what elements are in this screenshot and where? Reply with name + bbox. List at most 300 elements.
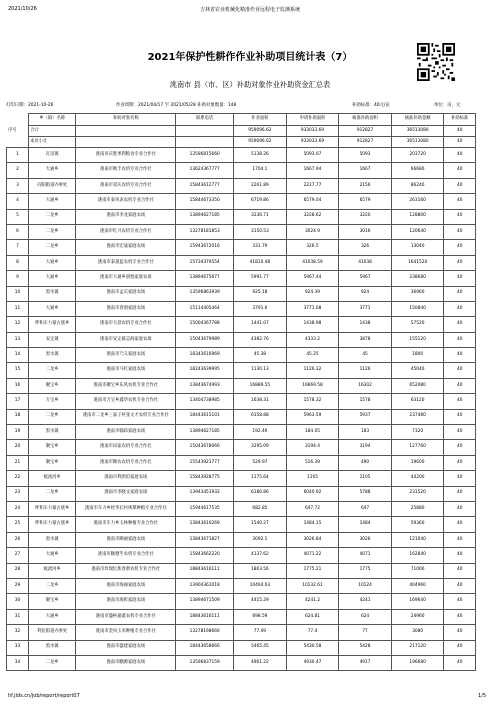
row-amount-cell: 162840 [391,548,444,563]
row-std-cell: 40 [444,563,476,578]
row-amount-cell: 3080 [391,625,444,640]
row-approved-cell: 183 [339,425,392,440]
report-title: 2021年保护性耕作作业补助项目统计表（7） [147,52,353,63]
row-town-cell: 大通乡 [29,194,76,209]
row-town-cell: 万宝乡 [29,394,76,409]
row-phone-cell: 18843616111 [176,609,234,624]
row-name-cell: 洮南市玫瑞忆新春新农机专业合作社 [76,563,176,578]
row-phone-cell: 18343616969 [176,348,234,363]
row-area-cell: 192.49 [234,425,287,440]
row-no-cell: 9 [7,271,29,286]
row-amount-cell: 150840 [391,301,444,316]
row-approved-cell: 490 [339,455,392,470]
print-date: 打印日期：2021-10-26 [6,103,54,108]
summary-std: 40 [444,126,476,137]
row-std-cell: 40 [444,148,476,163]
row-apply-cell: 5093.07 [286,148,339,163]
table-row [7,409,476,424]
row-std-cell: 40 [444,286,476,301]
row-area-cell: 1638.31 [234,394,287,409]
row-apply-cell: 3024.9 [286,224,339,239]
row-std-cell: 40 [444,332,476,347]
row-area-cell: 6158.88 [234,409,287,424]
row-name-cell: 洮南市利鸿伯家庭农场 [76,471,176,486]
row-town-cell: 呼和车力蒙古族乡 [29,317,76,332]
row-no-cell: 27 [7,548,29,563]
col-header-name: 补助对象名称 [76,114,176,126]
row-phone-cell: 18443615101 [176,409,234,424]
row-approved-cell: 4917 [339,655,392,670]
row-area-cell: 45.38 [234,348,287,363]
row-no-cell: 21 [7,455,29,470]
row-area-cell: 6180.86 [234,486,287,501]
row-approved-cell: 1126 [339,363,392,378]
footer-url: hf.jlds.cn/job/report/report07 [8,693,80,699]
table-row [7,517,476,532]
row-name-cell: 洮南市勋丰农机专业合作社 [76,163,176,178]
row-std-cell: 40 [444,578,476,593]
row-town-cell: 黑水镇 [29,640,76,655]
row-name-cell: 洮南市红兴农机专业合作社 [76,224,176,239]
row-no-cell: 22 [7,471,29,486]
row-town-cell: 二龙乡 [29,224,76,239]
row-phone-cell: 13596837159 [176,655,234,670]
row-approved-cell: 3026 [339,532,392,547]
row-apply-cell: 3026.84 [286,532,339,547]
summary-approved: 912827 [339,126,392,137]
row-name-cell: 洮南市泰风表农机专业合作社 [76,194,176,209]
row-name-cell: 洮南市万宝乡鑫华农机专业合作社 [76,394,176,409]
row-apply-cell: 4071.22 [286,548,339,563]
row-no-cell: 32 [7,625,29,640]
row-amount-cell: 196680 [391,655,444,670]
row-town-cell: 聚宝乡 [29,594,76,609]
row-town-cell: 二龙乡 [29,578,76,593]
row-town-cell: 黑水镇 [29,425,76,440]
table-row [7,286,476,301]
row-std-cell: 40 [444,440,476,455]
row-name-cell: 洮南市春朋家庭农场 [76,301,176,316]
row-amount-cell: 128800 [391,209,444,224]
row-name-cell: 洮南市聚宝乡东风农机专业合作社 [76,378,176,393]
row-std-cell: 40 [444,255,476,270]
table-row [7,548,476,563]
row-apply-cell: 5430.58 [286,640,339,655]
row-amount-cell: 7320 [391,425,444,440]
row-area-cell: 529.97 [234,455,287,470]
row-approved-cell: 2156 [339,178,392,193]
row-std-cell: 40 [444,655,476,670]
row-area-cell: 331.79 [234,240,287,255]
table-row [7,625,476,640]
row-approved-cell: 45 [339,348,392,363]
col-header-phone: 联系电话 [176,114,234,126]
row-town-cell: 二龙乡 [29,209,76,224]
row-no-cell: 12 [7,317,29,332]
serial-header: 序号 [8,128,17,133]
table-row [7,224,476,239]
row-name-cell: 洮南市宏晟家庭农场 [76,240,176,255]
row-town-cell: 黑水镇 [29,532,76,547]
summary-empty-cell [176,137,234,148]
col-header-apply: 申请补助面积 [286,114,339,126]
row-no-cell: 4 [7,194,29,209]
row-name-cell: 洮南市车力乡玉林种植专业合作社 [76,517,176,532]
row-phone-cell: 15943672016 [176,240,234,255]
row-area-cell: 3092.1 [234,532,287,547]
row-std-cell: 40 [444,240,476,255]
row-town-cell: 二龙乡 [29,240,76,255]
row-approved-cell: 5428 [339,640,392,655]
row-std-cell: 40 [444,317,476,332]
row-phone-cell: 13894671509 [176,594,234,609]
row-no-cell: 20 [7,440,29,455]
row-amount-cell: 13040 [391,240,444,255]
row-phone-cell: 18443658666 [176,640,234,655]
row-no-cell: 13 [7,332,29,347]
row-area-cell: 10464.03 [234,578,287,593]
row-approved-cell: 1578 [339,394,392,409]
row-std-cell: 40 [444,640,476,655]
col-header-area: 作业面积 [234,114,287,126]
row-std-cell: 40 [444,548,476,563]
print-header-date: 2021/10/26 [8,6,37,12]
row-approved-cell: 326 [339,240,392,255]
row-no-cell: 3 [7,178,29,193]
row-no-cell: 26 [7,532,29,547]
row-no-cell: 33 [7,640,29,655]
row-town-cell: 大通乡 [29,609,76,624]
row-amount-cell: 121040 [391,532,444,547]
row-town-cell: 安定镇 [29,332,76,347]
row-std-cell: 40 [444,394,476,409]
row-std-cell: 40 [444,224,476,239]
row-approved-cell: 5093 [339,148,392,163]
row-no-cell: 17 [7,394,29,409]
row-area-cell: 3791.6 [234,301,287,316]
row-town-cell: 蛟流河乡 [29,563,76,578]
table-row [7,332,476,347]
row-phone-cell: 13624367777 [176,163,234,178]
row-no-cell: 2 [7,163,29,178]
row-name-cell: 洮南市车力乡经华长村规摹种植专业合作社 [76,501,176,516]
row-phone-cell: 15734379554 [176,255,234,270]
row-no-cell: 14 [7,348,29,363]
row-apply-cell: 5963.59 [286,409,339,424]
row-apply-cell: 1438.98 [286,317,339,332]
row-amount-cell: 1800 [391,348,444,363]
table-row [7,501,476,516]
row-amount-cell: 19600 [391,455,444,470]
row-name-cell: 洮南市顺农农机专业合作社 [76,455,176,470]
row-std-cell: 40 [444,363,476,378]
row-std-cell: 40 [444,471,476,486]
row-approved-cell: 77 [339,625,392,640]
summary-approved: 912827 [339,137,392,148]
row-no-cell: 25 [7,517,29,532]
row-amount-cell: 59360 [391,517,444,532]
row-phone-cell: 13894675677 [176,271,234,286]
row-approved-cell: 1484 [339,517,392,532]
row-phone-cell: 13843671827 [176,532,234,547]
row-phone-cell: 15843612777 [176,178,234,193]
row-amount-cell: 44200 [391,471,444,486]
row-approved-cell: 5937 [339,409,392,424]
row-name-cell: 洮南市大通乡晨旭家庭农场 [76,271,176,286]
row-town-cell: 大通乡 [29,255,76,270]
row-std-cell: 40 [444,194,476,209]
row-no-cell: 1 [7,148,29,163]
row-apply-cell: 41038.59 [286,255,339,270]
row-std-cell: 40 [444,163,476,178]
row-amount-cell: 45040 [391,363,444,378]
row-phone-cell: 13404738985 [176,394,234,409]
row-approved-cell: 647 [339,501,392,516]
table-row [7,486,476,501]
row-phone-cell: 13894627185 [176,209,234,224]
row-area-cell: 1803.56 [234,563,287,578]
row-std-cell: 40 [444,501,476,516]
row-name-cell: 洮南市盛建家庭农场 [76,640,176,655]
row-area-cell: 4382.76 [234,332,287,347]
row-area-cell: 682.85 [234,501,287,516]
summary-no-cell [7,137,29,148]
row-town-cell: 大通乡 [29,271,76,286]
summary-area: 959096.62 [234,137,287,148]
row-area-cell: 698.59 [234,609,287,624]
table-row [7,532,476,547]
row-no-cell: 19 [7,425,29,440]
table-header-row [7,114,476,126]
row-town-cell: 二龙乡 [29,655,76,670]
row-no-cell: 5 [7,209,29,224]
row-phone-cell: 13843610269 [176,517,234,532]
row-amount-cell: 71000 [391,563,444,578]
report-subtitle: 洮南市 县（市、区）补助对象作业补助资金汇总表 [169,80,331,89]
table-row [7,594,476,609]
row-town-cell: 二龙乡 [29,363,76,378]
row-phone-cell: 15543921777 [176,455,234,470]
summary-std: 40 [444,137,476,148]
row-phone-cell: 15944617535 [176,501,234,516]
row-amount-cell: 127760 [391,440,444,455]
summary-empty-cell [176,126,234,137]
row-approved-cell: 1105 [339,471,392,486]
row-apply-cell: 4333.2 [286,332,339,347]
row-phone-cell: 13278181853 [176,224,234,239]
row-phone-cell: 13843674993 [176,378,234,393]
row-amount-cell: 155120 [391,332,444,347]
row-area-cell: 5138.26 [234,148,287,163]
row-phone-cell: 15043679989 [176,332,234,347]
row-std-cell: 40 [444,271,476,286]
row-std-cell: 40 [444,178,476,193]
row-no-cell: 16 [7,378,29,393]
row-no-cell: 23 [7,486,29,501]
row-area-cell: 3295.09 [234,440,287,455]
row-town-cell: 大通乡 [29,163,76,178]
row-town-cell: 瓦房镇 [29,148,76,163]
summary-row [7,137,476,148]
row-no-cell: 31 [7,609,29,624]
row-std-cell: 40 [444,609,476,624]
table-row [7,209,476,224]
table-row [7,640,476,655]
report-meta [6,102,490,110]
row-std-cell: 40 [444,378,476,393]
row-amount-cell: 66680 [391,163,444,178]
row-std-cell: 40 [444,301,476,316]
row-no-cell: 30 [7,594,29,609]
row-amount-cell: 217120 [391,640,444,655]
row-town-cell: 呼和车力蒙古族乡 [29,517,76,532]
row-apply-cell: 326.5 [286,240,339,255]
table-row [7,301,476,316]
row-apply-cell: 4930.47 [286,655,339,670]
row-std-cell: 40 [444,409,476,424]
row-name-cell: 洮南市安定镇志海家庭农场 [76,332,176,347]
row-name-cell: 洮南市双庆农机专业合作社 [76,178,176,193]
summary-amount: 36513080 [391,126,444,137]
row-no-cell: 15 [7,363,29,378]
row-town-cell: 呼和车力蒙古族乡 [29,501,76,516]
row-no-cell: 11 [7,301,29,316]
row-town-cell: 大通乡 [29,548,76,563]
print-header-title: 吉林省农业机械化精准作业远程电子监测系统 [199,7,300,13]
row-apply-cell: 1105 [286,471,339,486]
row-name-cell: 洮南市二龙乡三家子村张文才农机专业合作社 [76,409,176,424]
row-apply-cell: 45.25 [286,348,339,363]
row-apply-cell: 16669.58 [286,378,339,393]
row-std-cell: 40 [444,486,476,501]
row-name-cell: 洮南市海丽家庭农场 [76,578,176,593]
row-area-cell: 5465.45 [234,640,287,655]
row-area-cell: 4137.62 [234,548,287,563]
row-name-cell: 洮南市田家农机专业合作社 [76,440,176,455]
row-name-cell: 洮南市鹏源家庭农场 [76,655,176,670]
row-name-cell: 洮南市庆胜果利粮食专业合作社 [76,148,176,163]
row-amount-cell: 203720 [391,148,444,163]
row-approved-cell: 41038 [339,255,392,270]
table-row [7,440,476,455]
row-amount-cell: 169640 [391,594,444,609]
row-no-cell: 34 [7,655,29,670]
row-approved-cell: 924 [339,286,392,301]
row-town-cell: 蛟流河乡 [29,471,76,486]
table-row [7,271,476,286]
row-amount-cell: 63120 [391,394,444,409]
row-amount-cell: 231520 [391,486,444,501]
summary-label: 本页小计 [29,137,76,148]
row-area-cell: 1130.13 [234,363,287,378]
row-apply-cell: 1484.15 [286,517,339,532]
row-approved-cell: 3220 [339,209,392,224]
row-std-cell: 40 [444,517,476,532]
row-town-cell: 黑水镇 [29,348,76,363]
row-name-cell: 洮南市孟庆家庭农场 [76,286,176,301]
row-amount-cell: 1641520 [391,255,444,270]
summary-row [7,126,476,137]
row-name-cell: 洮南市大彩农机专业合作社 [76,317,176,332]
row-town-cell: 聚宝乡 [29,378,76,393]
row-apply-cell: 4241.2 [286,594,339,609]
summary-area: 959096.62 [234,126,287,137]
row-area-cell: 4415.29 [234,594,287,609]
row-phone-cell: 13596863939 [176,286,234,301]
row-std-cell: 40 [444,532,476,547]
col-header-amount: 核准补助金额 [391,114,444,126]
row-approved-cell: 3771 [339,301,392,316]
row-apply-cell: 624.81 [286,609,339,624]
row-no-cell: 29 [7,578,29,593]
row-area-cell: 2261.89 [234,178,287,193]
work-period: 作业周期：2021/04/17 至 2021/05/28 补助对象数量：148 [116,103,237,108]
row-approved-cell: 4241 [339,594,392,609]
row-apply-cell: 184.05 [286,425,339,440]
row-phone-cell: 15843928775 [176,471,234,486]
row-town-cell: 二龙乡 [29,409,76,424]
row-name-cell: 洮南市乃义家庭农场 [76,348,176,363]
row-apply-cell: 5967.44 [286,271,339,286]
row-no-cell: 28 [7,563,29,578]
table-row [7,240,476,255]
row-approved-cell: 5967 [339,271,392,286]
row-name-cell: 洮南市李龙家庭农场 [76,209,176,224]
row-amount-cell: 263160 [391,194,444,209]
row-approved-cell: 5788 [339,486,392,501]
row-phone-cell: 18843616111 [176,563,234,578]
row-approved-cell: 3878 [339,332,392,347]
row-area-cell: 5991.77 [234,271,287,286]
row-name-cell: 洮南市马红家庭农场 [76,363,176,378]
row-amount-cell: 24960 [391,609,444,624]
row-std-cell: 40 [444,594,476,609]
row-apply-cell: 3771.08 [286,301,339,316]
row-area-cell: 77.49 [234,625,287,640]
row-std-cell: 40 [444,425,476,440]
row-amount-cell: 86240 [391,178,444,193]
row-amount-cell: 57520 [391,317,444,332]
row-std-cell: 40 [444,455,476,470]
row-area-cell: 1175.64 [234,471,287,486]
footer-page-number: 1/5 [477,693,486,699]
row-amount-cell: 120640 [391,224,444,239]
col-header-no [7,114,29,126]
row-name-cell: 洮南市泰晟蓝农机专业合作社 [76,255,176,270]
row-town-cell: 向阳街道办事处 [29,178,76,193]
col-header-approved: 核准补助面积 [339,114,392,126]
row-apply-cell: 10132.61 [286,578,339,593]
row-apply-cell: 1126.32 [286,363,339,378]
row-area-cell: 925.18 [234,286,287,301]
summary-empty-cell [76,126,176,137]
summary-amount: 36513080 [391,137,444,148]
row-name-cell: 洮南市翰昂家庭农场 [76,425,176,440]
row-std-cell: 40 [444,348,476,363]
row-town-cell: 聚宝乡 [29,440,76,455]
table-row [7,563,476,578]
row-town-cell: 利民街道办事处 [29,625,76,640]
row-apply-cell: 1578.32 [286,394,339,409]
row-apply-cell: 6579.04 [286,194,339,209]
row-town-cell: 黑水镇 [29,286,76,301]
unit-label: 单位：亩、元 [434,103,461,108]
row-std-cell: 40 [444,209,476,224]
row-no-cell: 10 [7,286,29,301]
row-phone-cell: 15004367788 [176,317,234,332]
row-apply-cell: 2227.77 [286,178,339,193]
row-area-cell: 4961.22 [234,655,287,670]
